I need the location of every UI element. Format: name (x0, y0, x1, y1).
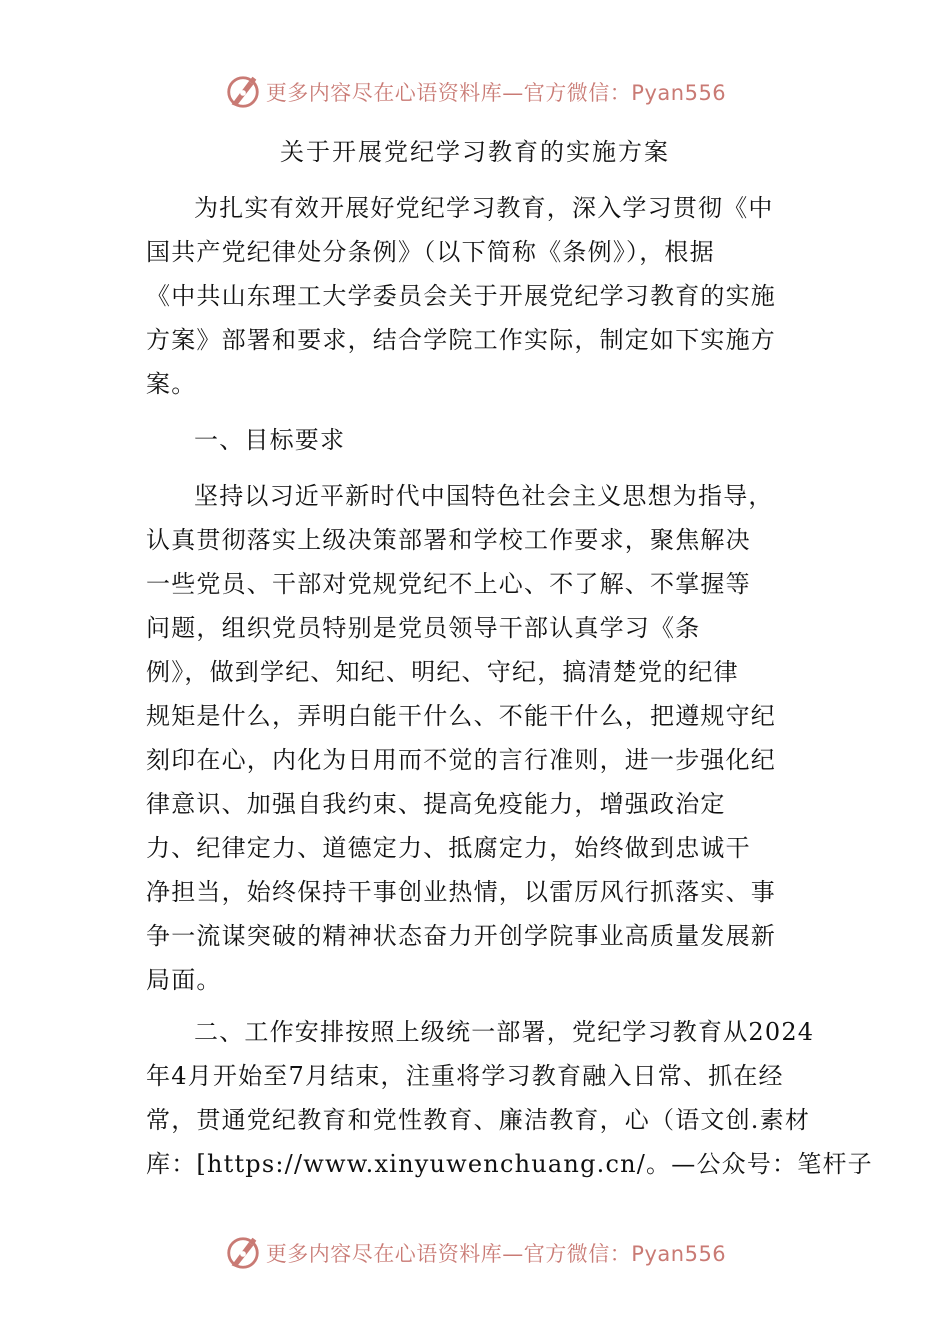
section-heading-text: 一、目标要求 (194, 426, 346, 454)
schedule-paragraph (146, 1010, 873, 1186)
text-line: 局面。 (146, 966, 222, 994)
intro-paragraph (146, 186, 808, 406)
document-title: 关于开展党纪学习教育的实施方案 (280, 138, 670, 166)
text-line: 认真贯彻落实上级决策部署和学校工作要求，聚焦解决 (146, 526, 751, 554)
text-line: 争一流谋突破的精神状态奋力开创学院事业高质量发展新 (146, 922, 776, 950)
text-line: 方案》部署和要求，结合学院工作实际，制定如下实施方 (146, 326, 776, 354)
pen-logo-icon (224, 1234, 262, 1272)
watermark-banner-bottom (0, 1233, 950, 1273)
text-line: 《中共山东理工大学委员会关于开展党纪学习教育的实施 (146, 282, 776, 310)
text-line: 例》，做到学纪、知纪、明纪、守纪，搞清楚党的纪律 (146, 658, 739, 686)
text-line: 国共产党纪律处分条例》（以下简称《条例》），根据 (146, 238, 715, 266)
text-line: 为扎实有效开展好党纪学习教育，深入学习贯彻《中 (194, 194, 774, 222)
goals-paragraph (146, 474, 808, 1002)
text-line: 常，贯通党纪教育和党性教育、廉洁教育，心（语文创.素材 (146, 1106, 811, 1134)
section-heading-goals (146, 418, 808, 462)
text-line: 净担当，始终保持干事创业热情，以雷厉风行抓落实、事 (146, 878, 776, 906)
text-line: 力、纪律定力、道德定力、抵腐定力，始终做到忠诚干 (146, 834, 751, 862)
text-line: 库：[https://www.xinyuwenchuang.cn/。—公众号：笔杆子 (146, 1150, 873, 1178)
text-line: 坚持以习近平新时代中国特色社会主义思想为指导， (194, 482, 774, 510)
text-line: 规矩是什么，弄明白能干什么、不能干什么，把遵规守纪 (146, 702, 776, 730)
pen-logo-icon (224, 73, 262, 111)
watermark-banner-top (0, 72, 950, 112)
watermark-text: 更多内容尽在心语资料库—官方微信：Pyan556 (265, 81, 727, 105)
text-line: 案。 (146, 370, 197, 398)
text-line: 年4月开始至7月结束，注重将学习教育融入日常、抓在经 (146, 1062, 784, 1090)
text-line: 一些党员、干部对党规党纪不上心、不了解、不掌握等 (146, 570, 751, 598)
text-line: 二、工作安排按照上级统一部署，党纪学习教育从2024 (194, 1018, 815, 1046)
watermark-text: 更多内容尽在心语资料库—官方微信：Pyan556 (265, 1242, 727, 1266)
text-line: 律意识、加强自我约束、提高免疫能力，增强政治定 (146, 790, 726, 818)
text-line: 问题，组织党员特别是党员领导干部认真学习《条 (146, 614, 701, 642)
text-line: 刻印在心，内化为日用而不觉的言行准则，进一步强化纪 (146, 746, 776, 774)
